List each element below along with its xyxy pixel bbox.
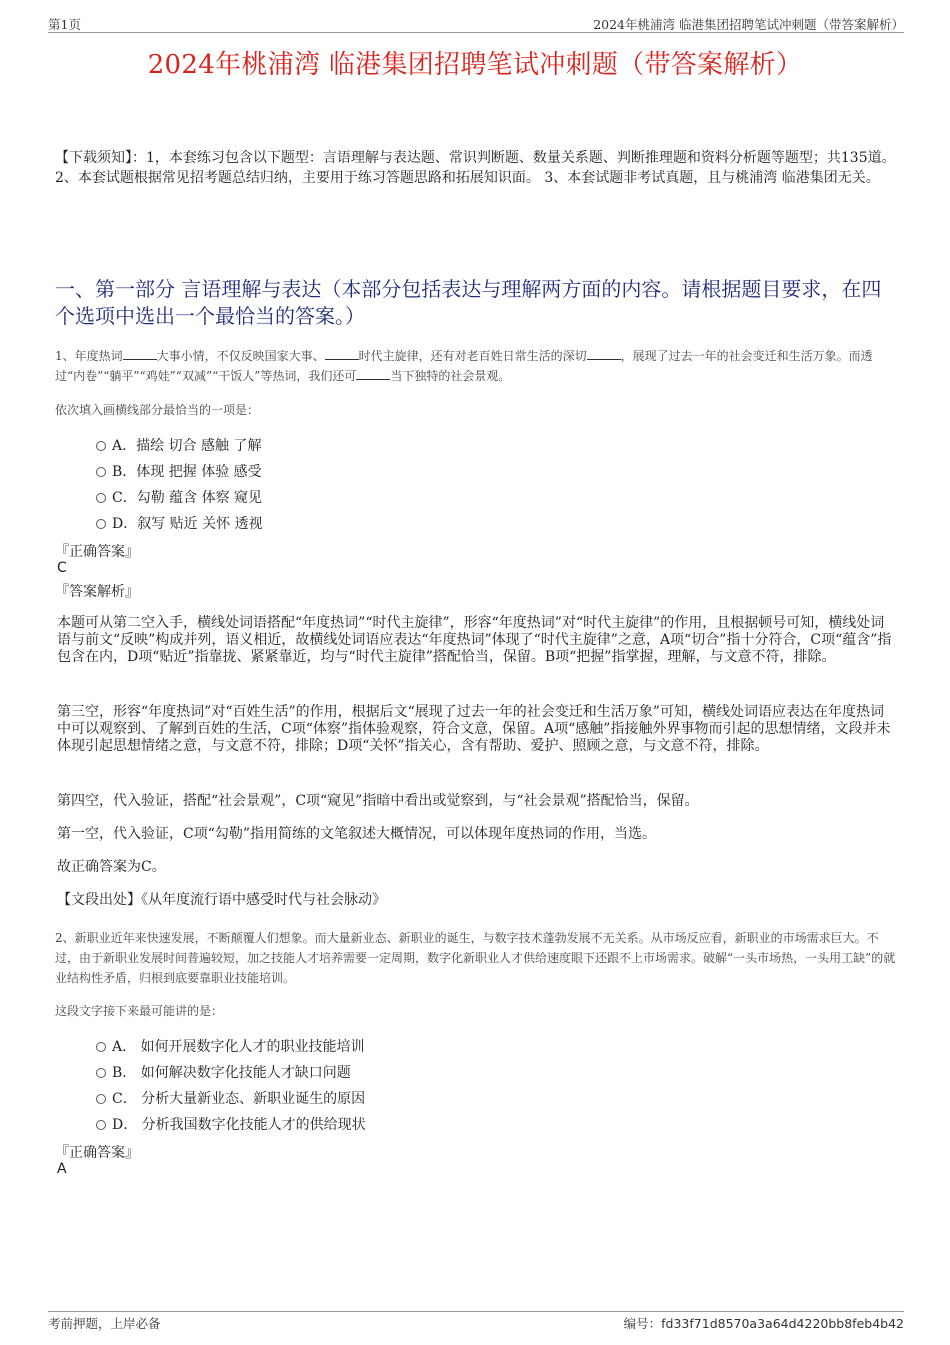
answer-blank [123,347,157,360]
section-heading: 一、第一部分 言语理解与表达（本部分包括表达与理解两方面的内容。请根据题目要求，在四个选项中选出一个最恰当的答案。） [55,277,882,328]
radio-icon[interactable] [96,1068,106,1078]
header-doc-title: 2024年桃浦湾 临港集团招聘笔试冲刺题（带答案解析） [593,17,904,32]
download-notice: 【下载须知】：1，本套练习包含以下题型：言语理解与表达题、常识判断题、数量关系题、判断推理题和资料分析题等题型；共135道。 2、本套试题根据常见招考题总结归纳，主要用于练习答题思路和拓展知识面。 3、本套试题非考试真题，且与桃浦湾 临港集团无关。 [55,150,896,186]
radio-icon[interactable] [96,519,106,529]
option-a[interactable]: A． 如何开展数字化人才的职业技能培训 [96,1037,366,1063]
radio-icon[interactable] [96,441,106,451]
question-2-prompt: 这段文字接下来最可能讲的是： [55,1004,224,1018]
answer-label: 『正确答案』 [55,544,139,560]
analysis-conclusion: 故正确答案为C。 [57,859,166,875]
answer-label: 『正确答案』 [55,1145,139,1161]
correct-answer: C [57,560,67,576]
radio-icon[interactable] [96,467,106,477]
analysis-paragraph: 第四空，代入验证，搭配“社会景观”，C项“窥见”指暗中看出或觉察到，与“社会景观”搭配恰当，保留。 [57,793,699,809]
option-d[interactable]: D． 分析我国数字化技能人才的供给现状 [96,1115,366,1141]
option-b[interactable]: B．体现 把握 体验 感受 [96,462,263,488]
answer-blank [325,347,359,360]
analysis-paragraph: 本题可从第二空入手，横线处词语搭配“年度热词”“时代主旋律”，形容“年度热词”对“时代主旋律”的作用，且根据顿号可知，横线处词语与前文“反映”构成并列，语义相近，故横线处词语应表达“年度热词”体现了“时代主旋律”之意，A项“切合”指十分符合，C项“蕴含”指包含在内，D项“贴近”指靠拢、紧紧靠近，均与“时代主旋律”搭配恰当，保留。B项“把握”指掌握，理解，与文意不符，排除。 [57,615,892,665]
option-b[interactable]: B． 如何解决数字化技能人才缺口问题 [96,1063,366,1089]
question-1-options [96,436,263,540]
question-2-options [96,1037,366,1141]
analysis-paragraph: 第一空，代入验证，C项“勾勒”指用简练的文笔叙述大概情况，可以体现年度热词的作用，当选。 [57,826,657,842]
page-number: 第1页 [48,17,81,32]
option-c[interactable]: C． 分析大量新业态、新职业诞生的原因 [96,1089,366,1115]
answer-blank [356,367,390,380]
correct-answer: A [57,1161,67,1177]
page-header [48,14,904,33]
source-citation: 【文段出处】《从年度流行语中感受时代与社会脉动》 [57,892,386,908]
analysis-paragraph: 第三空，形容“年度热词”对“百姓生活”的作用，根据后文“展现了过去一年的社会变迁和生活万象”可知，横线处词语应表达在年度热词中可以观察到、了解到百姓的生活，C项“体察”指体验观察，符合文意，保留。A项“感触”指接触外界事物而引起的思想情绪，文段并未体现引起思想情绪之意，与文意不符，排除；D项“关怀”指关心，含有帮助、爱护、照顾之意，与文意不符，排除。 [57,704,891,754]
option-c[interactable]: C．勾勒 蕴含 体察 窥见 [96,488,263,514]
footer-slogan: 考前押题，上岸必备 [48,1316,161,1331]
footer-code: 编号：fd33f71d8570a3a64d4220bb8feb4b42 [623,1316,904,1331]
radio-icon[interactable] [96,493,106,503]
question-1-text: 1、年度热词 大事小情，不仅反映国家大事、 时代主旋律，还有对老百姓日常生活的深切 ，展现了过去一年的社会变迁和生活万象。而透过“内卷”“躺平”“鸡娃”“双减”“干饭人”等热词，我们还可 当下独特的社会景观。 [55,349,873,383]
option-d[interactable]: D．叙写 贴近 关怀 透视 [96,514,263,540]
document-title: 2024年桃浦湾 临港集团招聘笔试冲刺题（带答案解析） [147,50,803,80]
question-2-text: 2、新职业近年来快速发展，不断颠覆人们想象。而大量新业态、新职业的诞生，与数字技术蓬勃发展不无关系。从市场反应看，新职业的市场需求巨大。不过，由于新职业发展时间普遍较短，加之技能人才培养需要一定周期，数字化新职业人才供给速度眼下还跟不上市场需求。破解“一头市场热，一头用工缺”的就业结构性矛盾，归根到底要靠职业技能培训。 [55,931,896,985]
option-a[interactable]: A．描绘 切合 感触 了解 [96,436,263,462]
question-1-prompt: 依次填入画横线部分最恰当的一项是： [55,403,260,417]
radio-icon[interactable] [96,1120,106,1130]
radio-icon[interactable] [96,1042,106,1052]
analysis-label: 『答案解析』 [55,584,139,600]
answer-blank [587,347,621,360]
radio-icon[interactable] [96,1094,106,1104]
footer-divider [48,1311,904,1312]
